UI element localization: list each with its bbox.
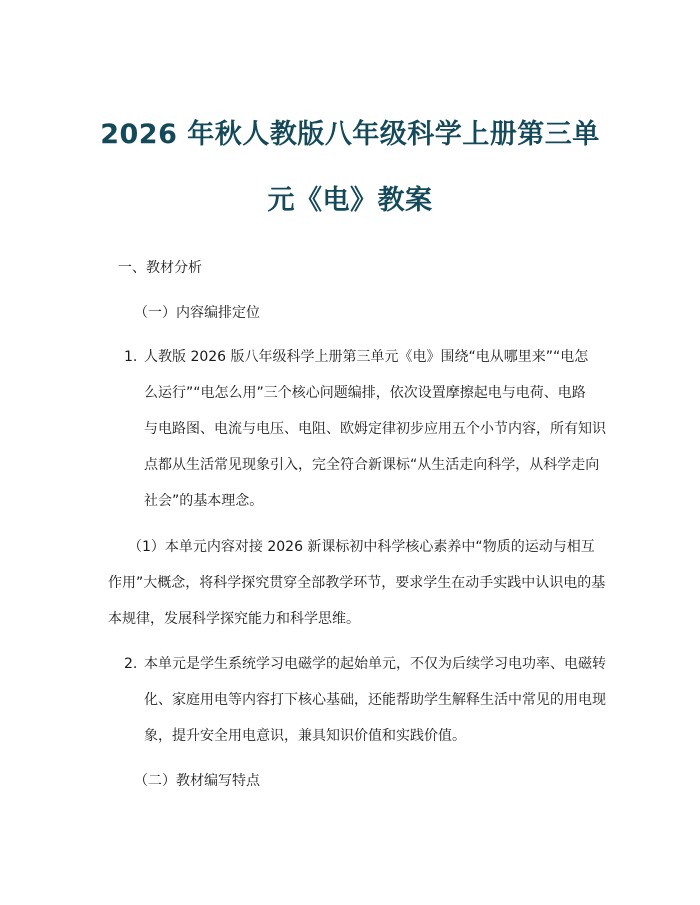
item2-line-1: 本单元是学生系统学习电磁学的起始单元，不仅为后续学习电功率、电磁转 (144, 656, 606, 672)
subsection-heading-content-arrangement: （一）内容编排定位 (134, 305, 260, 321)
subitem1-line-3: 本规律，发展科学探究能力和科学思维。 (108, 611, 360, 627)
item2-line-2: 化、家庭用电等内容打下核心基础，还能帮助学生解释生活中常见的用电现 (144, 692, 606, 708)
document-title-line-2: 元《电》教案 (267, 185, 433, 216)
item1-line-3: 与电路图、电流与电压、电阻、欧姆定律初步应用五个小节内容，所有知识 (144, 421, 606, 437)
item1-line-2: 么运行”“电怎么用”三个核心问题编排，依次设置摩擦起电与电荷、电路 (144, 385, 586, 401)
section-heading-textbook-analysis: 一、教材分析 (118, 260, 202, 276)
list-number-2: 2. (124, 656, 138, 672)
document-title-line-1: 2026 年秋人教版八年级科学上册第三单 (100, 119, 600, 150)
item2-line-3: 象，提升安全用电意识，兼具知识价值和实践价值。 (144, 728, 466, 744)
item1-line-1: 人教版 2026 版八年级科学上册第三单元《电》围绕“电从哪里来”“电怎 (144, 349, 589, 365)
subitem1-line-2: 作用”大概念，将科学探究贯穿全部教学环节，要求学生在动手实践中认识电的基 (108, 575, 606, 591)
subitem1-line-1: （1）本单元内容对接 2026 新课标初中科学核心素养中“物质的运动与相互 (128, 539, 595, 555)
subsection-heading-writing-features: （二）教材编写特点 (134, 773, 260, 789)
item1-line-4: 点都从生活常见现象引入，完全符合新课标“从生活走向科学，从科学走向 (144, 457, 600, 473)
list-number-1: 1. (124, 349, 138, 365)
item1-line-5: 社会”的基本理念。 (144, 493, 264, 509)
